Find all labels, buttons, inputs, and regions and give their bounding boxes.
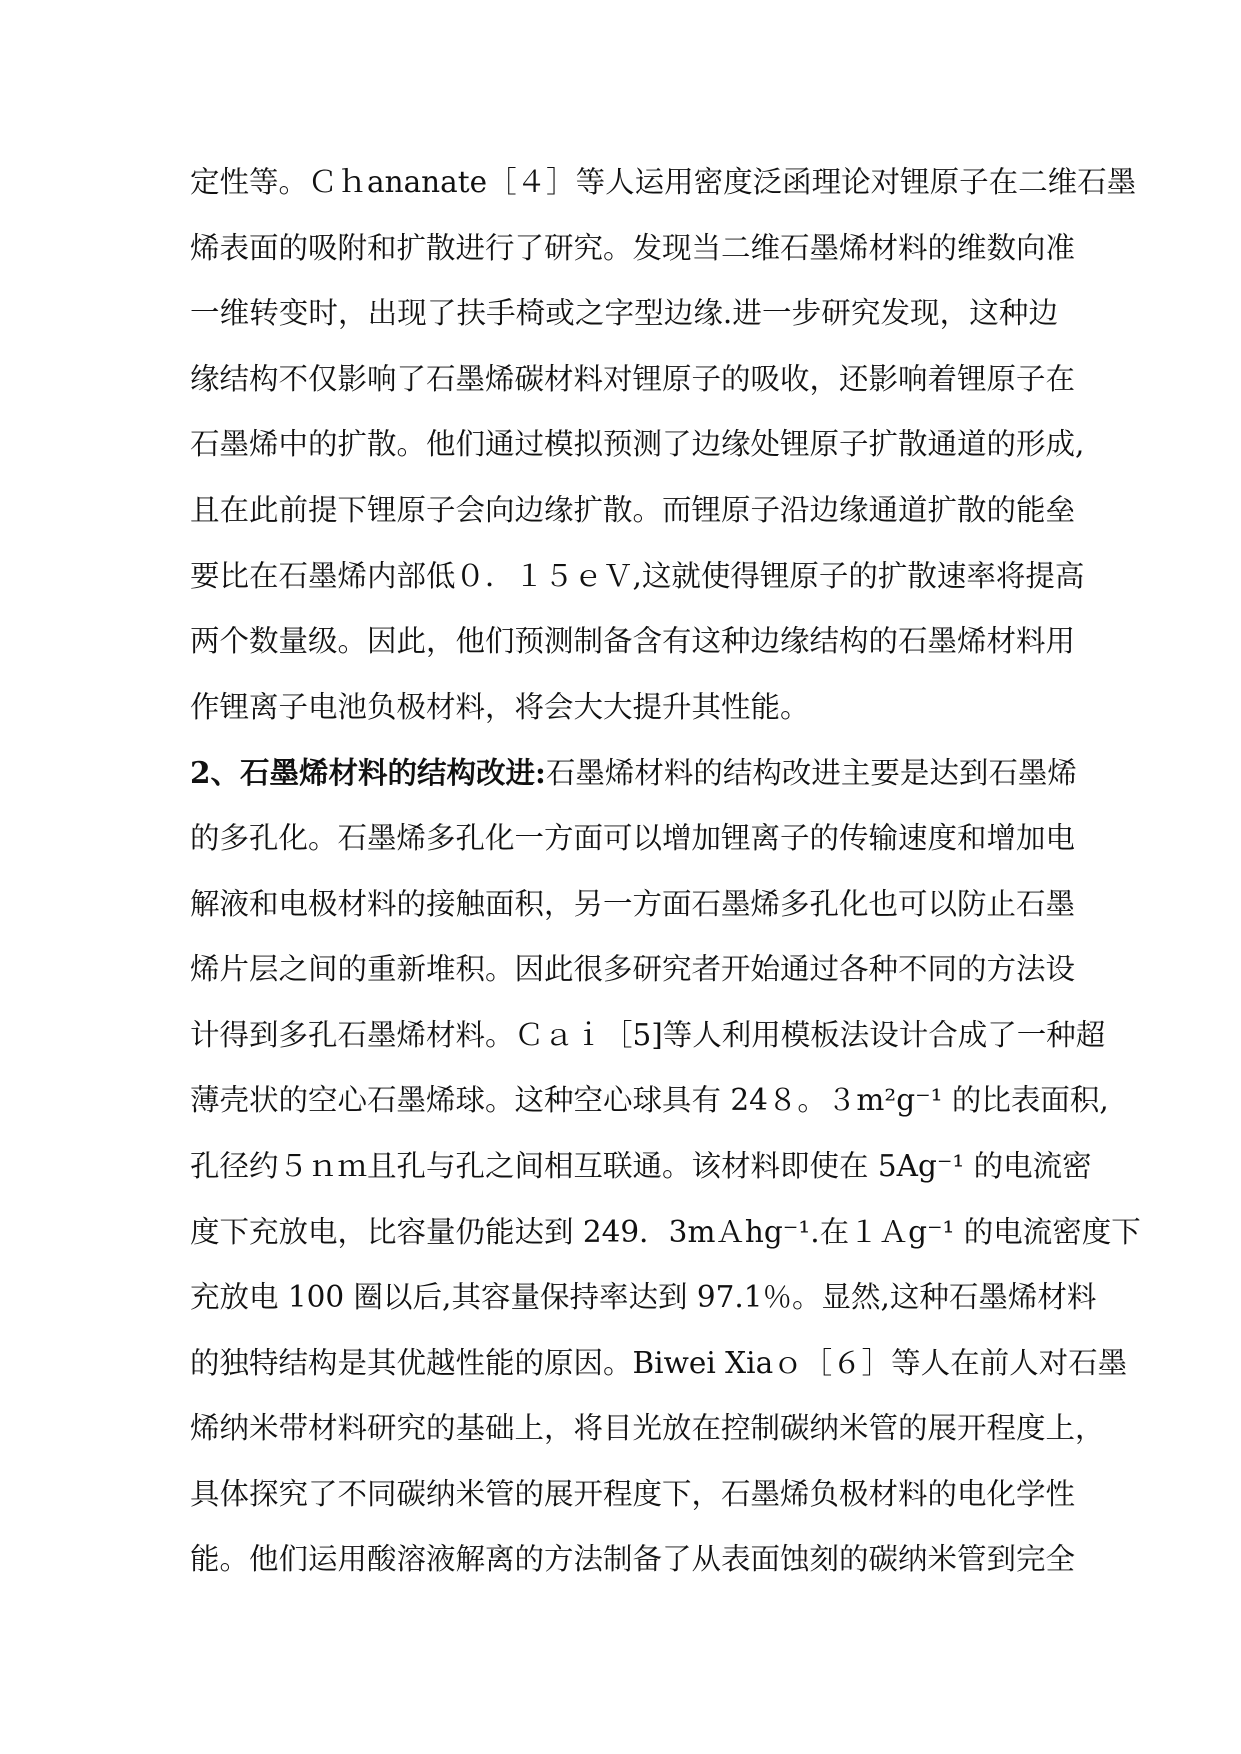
text-line: 一维转变时，出现了扶手椅或之字型边缘.进一步研究发现，这种边: [190, 296, 1058, 331]
text-line: 孔径约５ｎｍ且孔与孔之间相互联通。该材料即使在 5Ag⁻¹ 的电流密: [190, 1148, 1092, 1183]
text-line: 具体探究了不同碳纳米管的展开程度下，石墨烯负极材料的电化学性: [190, 1476, 1076, 1511]
text-line: 的独特结构是其优越性能的原因。Biwei Xiaｏ［６］等人在前人对石墨: [190, 1345, 1128, 1380]
text-line: 烯片层之间的重新堆积。因此很多研究者开始通过各种不同的方法设: [190, 952, 1076, 987]
text-line: 要比在石墨烯内部低０．１５ｅＶ,这就使得锂原子的扩散速率将提高: [190, 558, 1085, 593]
text-line: 解液和电极材料的接触面积，另一方面石墨烯多孔化也可以防止石墨: [190, 886, 1076, 921]
section-2: [190, 740, 1141, 1593]
text-line: 薄壳状的空心石墨烯球。这种空心球具有 24８。３m²g⁻¹ 的比表面积,: [190, 1083, 1109, 1118]
text-line: 的多孔化。石墨烯多孔化一方面可以增加锂离子的传输速度和增加电: [190, 820, 1076, 855]
text-line: 缘结构不仅影响了石墨烯碳材料对锂原子的吸收，还影响着锂原子在: [190, 361, 1076, 396]
section-title: 石墨烯材料的结构改进:: [240, 755, 546, 791]
text-line: 烯纳米带材料研究的基础上，将目光放在控制碳纳米管的展开程度上，: [190, 1411, 1105, 1446]
section-first-line-text: 石墨烯材料的结构改进主要是达到石墨烯: [545, 756, 1077, 791]
text-line: 充放电 100 圈以后,其容量保持率达到 97.1％。显然,这种石墨烯材料: [190, 1280, 1097, 1315]
text-line: 定性等。Ｃｈananate［４］等人运用密度泛函理论对锂原子在二维石墨: [190, 165, 1137, 199]
text-line: 且在此前提下锂原子会向边缘扩散。而锂原子沿边缘通道扩散的能垒: [190, 492, 1076, 527]
text-line: 两个数量级。因此，他们预测制备含有这种边缘结构的石墨烯材料用: [190, 624, 1076, 659]
text-line: 作锂离子电池负极材料，将会大大提升其性能。: [190, 689, 810, 724]
paragraph-1: [190, 150, 1137, 740]
text-line: 烯表面的吸附和扩散进行了研究。发现当二维石墨烯材料的维数向准: [190, 230, 1076, 265]
section-number: 2、: [190, 755, 241, 791]
text-line: 计得到多孔石墨烯材料。Ｃａｉ［5]等人利用模板法设计合成了一种超: [190, 1017, 1106, 1052]
body-text: [190, 150, 1141, 1593]
text-line: 能。他们运用酸溶液解离的方法制备了从表面蚀刻的碳纳米管到完全: [190, 1542, 1076, 1577]
text-line: 石墨烯中的扩散。他们通过模拟预测了边缘处锂原子扩散通道的形成,: [190, 427, 1085, 462]
section-heading-line: [190, 740, 1077, 806]
text-line: 度下充放电，比容量仍能达到 249．3mＡhg⁻¹.在１Ａg⁻¹ 的电流密度下: [190, 1214, 1141, 1249]
